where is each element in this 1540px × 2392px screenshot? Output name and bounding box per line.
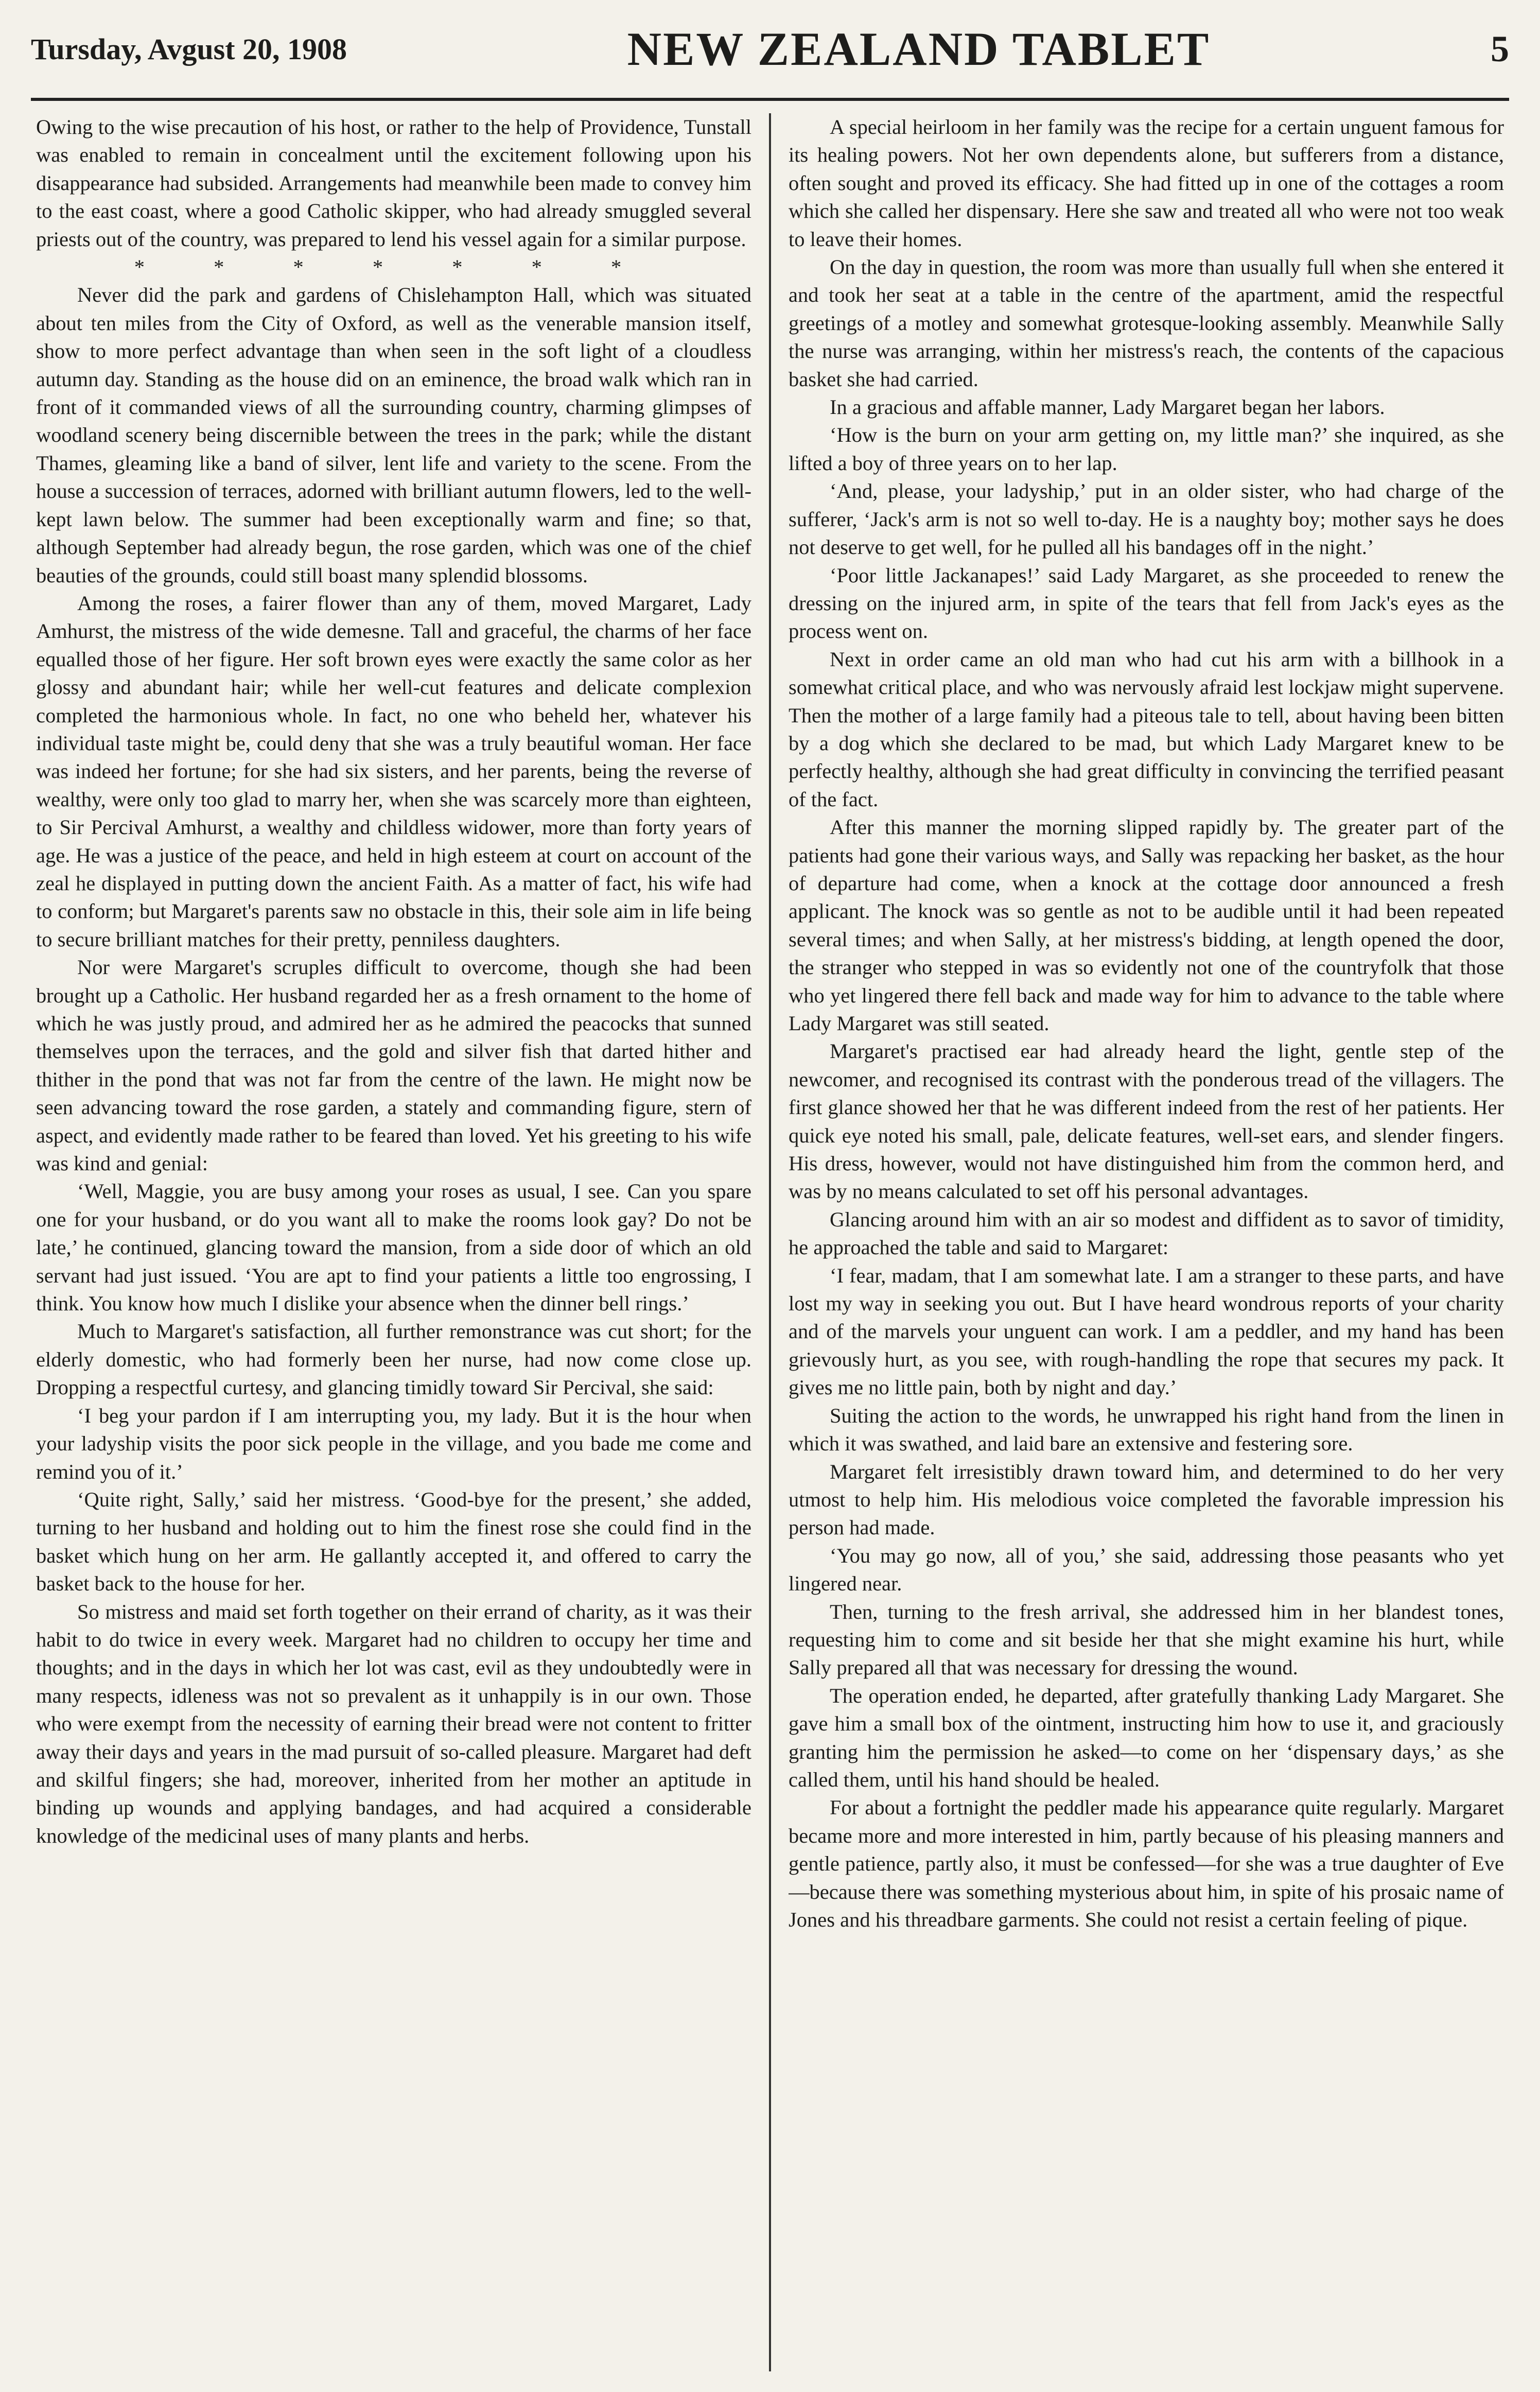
paragraph: ‘Well, Maggie, you are busy among your roses as usual, I see. Can you spare one for your husband, or do you want all to make the rooms look gay? Do not be late,’ he continued, glancing toward the mansion, from a side door of which an old servant had just issued. ‘You are apt to find your patients a little too engrossing, I think. You know how much I dislike your absence when the dinner bell rings.’ <box>36 1180 751 1315</box>
paragraph: For about a fortnight the peddler made his appearance quite regularly. Margaret became more and more interested in him, partly because of his pleasing manners and gentle patience, partly also, it must be confessed—for she was a true daughter of Eve—because there was something mysterious about him, in spite of his prosaic name of Jones and his threadbare garments. She could not resist a certain feeling of pique. <box>789 1796 1504 1931</box>
paragraph: ‘And, please, your ladyship,’ put in an older sister, who had charge of the sufferer, ‘Jack's arm is not so well to-day. He is a naughty boy; mother says he does not deserve to get well, for he pulled all his bandages off in the night.’ <box>789 479 1504 559</box>
paragraph: A special heirloom in her family was the recipe for a certain unguent famous for its healing powers. Not her own dependents alone, but sufferers from a distance, often sought and proved its efficacy. She had fitted up in one of the cottages a room which she called her dispensary. Here she saw and treated all who were not too weak to leave their homes. <box>789 115 1504 251</box>
paragraph: Suiting the action to the words, he unwrapped his right hand from the linen in which it was swathed, and laid bare an extensive and festering sore. <box>789 1403 1504 1455</box>
paragraph: ‘How is the burn on your arm getting on, my little man?’ she inquired, as she lifted a boy of three years on to her lap. <box>789 423 1504 475</box>
paragraph: ‘Quite right, Sally,’ said her mistress. ‘Good-bye for the present,’ she added, turning to her husband and holding out to him the finest rose she could find in the basket which hung on her arm. He gallantly accepted it, and offered to carry the basket back to the house for her. <box>36 1487 751 1596</box>
column-divider <box>769 113 771 2371</box>
article-columns <box>36 113 1504 2371</box>
paragraph: ‘I fear, madam, that I am somewhat late. I am a stranger to these parts, and have lost my way in seeking you out. But I have heard wondrous reports of your charity and of the marvels your unguent can work. I am a peddler, and my hand has been grievously hurt, as you see, with rough-handling the rope that secures my pack. It gives me no little pain, both by night and day.’ <box>789 1263 1504 1399</box>
paragraph: Margaret felt irresistibly drawn toward him, and determined to do her very utmost to help him. His melodious voice completed the favorable impression his person had made. <box>789 1460 1504 1539</box>
paragraph: Margaret's practised ear had already heard the light, gentle step of the newcomer, and recognised its contrast with the ponderous tread of the villagers. The first glance showed her that he was different indeed from the rest of her patients. Her quick eye noted his small, pale, delicate features, well-set ears, and slender fingers. His dress, however, would not have distinguished him from the common herd, and was by no means calculated to set off his personal advantages. <box>789 1039 1504 1203</box>
paragraph: Next in order came an old man who had cut his arm with a billhook in a somewhat critical place, and who was nervously afraid lest lockjaw might supervene. Then the mother of a large family had a piteous tale to tell, about having been bitten by a dog which she declared to be mad, but which Lady Margaret knew to be perfectly healthy, although she had great difficulty in convincing the terrified peasant of the fact. <box>789 647 1504 811</box>
paragraph: Glancing around him with an air so modest and diffident as to savor of timidity, he approached the table and said to Margaret: <box>789 1207 1504 1259</box>
paragraph: The operation ended, he departed, after gratefully thanking Lady Margaret. She gave him a small box of the ointment, instructing him how to use it, and graciously granting him the permission he asked—to come on her ‘dispensary days,’ as she called them, until his hand should be healed. <box>789 1684 1504 1791</box>
paragraph: Nor were Margaret's scruples difficult to overcome, though she had been brought up a Catholic. Her husband regarded her as a fresh ornament to the home of which he was justly proud, and admired her as he admired the peacocks that sunned themselves upon the terraces, and the gold and silver fish that darted hither and thither in the pond that was not far from the centre of the lawn. He might now be seen advancing toward the rose garden, a stately and commanding figure, stern of aspect, and evidently made rather to be feared than loved. Yet his greeting to his wife was kind and genial: <box>36 956 751 1175</box>
newspaper-title: NEW ZEALAND TABLET <box>627 23 1211 75</box>
paragraph: ‘Poor little Jackanapes!’ said Lady Margaret, as she proceeded to renew the dressing on the injured arm, in spite of the tears that fell from Jack's eyes as the process went on. <box>789 563 1504 643</box>
left-column <box>36 113 751 2371</box>
masthead <box>31 0 1509 101</box>
section-separator: * * * * * * * <box>134 255 654 279</box>
right-column <box>789 113 1504 2371</box>
paragraph: ‘You may go now, all of you,’ she said, addressing those peasants who yet lingered near. <box>789 1544 1504 1596</box>
paragraph: Much to Margaret's satisfaction, all further remonstrance was cut short; for the elderly domestic, who had formerly been her nurse, had now come close up. Dropping a respectful curtesy, and glancing timidly toward Sir Percival, she said: <box>36 1320 751 1399</box>
paragraph: So mistress and maid set forth together on their errand of charity, as it was their habit to do twice in every week. Margaret had no children to occupy her time and thoughts; and in the days in which her lot was cast, evil as they undoubtedly were in many respects, idleness was not so prevalent as it unhappily is in our own. Those who were exempt from the necessity of earning their bread were not content to fritter away their days and years in the mad pursuit of so-called pleasure. Margaret had deft and skilful fingers; she had, moreover, inherited from her mother an aptitude in binding up wounds and applying bandages, and had acquired a considerable knowledge of the medicinal uses of many plants and herbs. <box>36 1600 751 1847</box>
paragraph: Among the roses, a fairer flower than any of them, moved Margaret, Lady Amhurst, the mistress of the wide demesne. Tall and graceful, the charms of her face equalled those of her figure. Her soft brown eyes were exactly the same color as her glossy and abundant hair; while her well-cut features and delicate complexion completed the harmonious whole. In fact, no one who beheld her, whatever his individual taste might be, could deny that she was a truly beautiful woman. Her face was indeed her fortune; for she had six sisters, and her parents, being the reverse of wealthy, were only too glad to marry her, when she was scarcely more than eighteen, to Sir Percival Amhurst, a wealthy and childless widower, more than forty years of age. He was a justice of the peace, and held in high esteem at court on account of the zeal he displayed in putting down the ancient Faith. As a matter of fact, his wife had to conform; but Margaret's parents saw no obstacle in this, their sole aim in life being to secure brilliant matches for their pretty, penniless daughters. <box>36 591 751 951</box>
issue-date: Tursday, Avgust 20, 1908 <box>31 32 347 66</box>
paragraph: In a gracious and affable manner, Lady Margaret began her labors. <box>830 395 1385 419</box>
page-number: 5 <box>1491 28 1509 70</box>
paragraph: ‘I beg your pardon if I am interrupting you, my lady. But it is the hour when your ladyship visits the poor sick people in the village, and you bade me come and remind you of it.’ <box>36 1403 751 1483</box>
paragraph: On the day in question, the room was more than usually full when she entered it and took her seat at a table in the centre of the apartment, amid the respectful greetings of a motley and somewhat grotesque-looking assembly. Meanwhile Sally the nurse was arranging, within her mistress's reach, the contents of the capacious basket she had carried. <box>789 255 1504 391</box>
paragraph: After this manner the morning slipped rapidly by. The greater part of the patients had gone their various ways, and Sally was repacking her basket, as the hour of departure had come, when a knock at the cottage door announced a fresh applicant. The knock was so gentle as not to be audible until it had been repeated several times; and when Sally, at her mistress's bidding, at length opened the door, the stranger who stepped in was so evidently not one of the countryfolk that those who yet lingered there fell back and made way for him to advance to the table where Lady Margaret was still seated. <box>789 816 1504 1035</box>
paragraph: Never did the park and gardens of Chislehampton Hall, which was situated about ten miles from the City of Oxford, as well as the venerable mansion itself, show to more perfect advantage than when seen in the soft light of a cloudless autumn day. Standing as the house did on an eminence, the broad walk which ran in front of it commanded views of all the surrounding country, charming glimpses of woodland scenery being discernible between the trees in the park; while the distant Thames, gleaming like a band of silver, lent life and variety to the scene. From the house a succession of terraces, adorned with brilliant autumn flowers, led to the well-kept lawn below. The summer had been exceptionally warm and fine; so that, although September had already begun, the rose garden, which was one of the chief beauties of the grounds, could still boast many splendid blossoms. <box>36 283 751 587</box>
paragraph: Owing to the wise precaution of his host, or rather to the help of Providence, Tunstall was enabled to remain in concealment until the excitement following upon his disappearance had subsided. Arrangements had meanwhile been made to convey him to the east coast, where a good Catholic skipper, who had already smuggled several priests out of the country, was prepared to lend his vessel again for a similar purpose. <box>36 115 751 251</box>
paragraph: Then, turning to the fresh arrival, she addressed him in her blandest tones, requesting him to come and sit beside her that she might examine his hurt, while Sally prepared all that was necessary for dressing the wound. <box>789 1600 1504 1679</box>
